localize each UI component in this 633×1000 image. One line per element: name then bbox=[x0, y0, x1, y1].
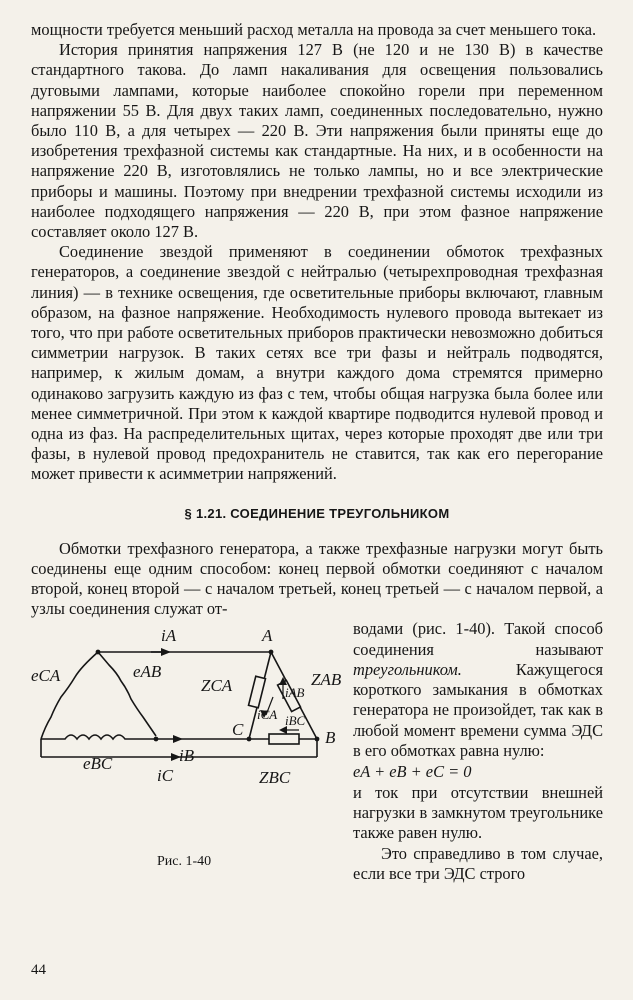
side-text-column bbox=[353, 619, 603, 883]
label-ib: iB bbox=[179, 746, 195, 766]
emf-sum-formula: eA + eB + eC = 0 bbox=[353, 761, 472, 781]
section-heading: § 1.21. СОЕДИНЕНИЕ ТРЕУГОЛЬНИКОМ bbox=[184, 505, 450, 521]
arrowhead-ib bbox=[173, 735, 183, 743]
arrowhead-ia bbox=[161, 648, 171, 656]
node-gen-b bbox=[154, 737, 159, 742]
node-gen-a bbox=[96, 650, 101, 655]
label-ia: iA bbox=[161, 626, 177, 646]
side-paragraph-1 bbox=[353, 619, 603, 760]
label-ebc: eBC bbox=[83, 754, 113, 774]
label-ica: iCA bbox=[257, 707, 278, 723]
label-zbc: ZBC bbox=[259, 768, 291, 788]
label-eab: eAB bbox=[133, 662, 162, 682]
label-ibc: iBC bbox=[285, 713, 306, 729]
zca-box bbox=[249, 677, 266, 709]
figure-caption: Рис. 1-40 bbox=[157, 854, 212, 870]
paragraph-delta-intro: Обмотки трехфазного генератора, а также трехфазные нагрузки могут быть соединены еще одним способом: конец первой обмотки соединяют с началом второй, конец второй — с началом третьей, конец третьей — с началом первой, а узлы соединения служат от- bbox=[31, 538, 603, 619]
label-eca: eCA bbox=[31, 666, 61, 686]
delta-circuit-diagram bbox=[31, 619, 349, 881]
label-ic: iC bbox=[157, 766, 174, 786]
paragraph-star-connection: Соединение звездой применяют в соединении обмоток трехфазных генераторов, а соединение звездой с нейтралью (четырехпроводная трехфазная линия) — в технике освещения, где осветительные приборы включают, главным образом, на фазное напряжение. Необходимость нулевого провода вытекает из того, что при работе осветительных приборов практически невозможно добиться симметрии нагрузок. В таких сетях все три фазы и нейтраль подводятся, например, к жилым домам, а внутри каждого дома стремятся примерно одинаково загрузить каждую из фаз с тем, чтобы общая нагрузка была более или менее симметричной. При этом к каждой квартире подводится нулевой провод и одна из фаз. На распределительных щитах, через которые проходят две или три фазы, в нулевой провод предохранитель не ставится, так как его перегорание может привести к асимметрии напряжений. bbox=[31, 242, 603, 484]
label-iab: iAB bbox=[285, 685, 305, 701]
node-load-a bbox=[269, 650, 274, 655]
term-triangle: треугольником. bbox=[353, 659, 462, 679]
label-c: C bbox=[232, 720, 244, 740]
side-text-suffix: Кажущегося короткого замыкания в обмотках генератора не произойдет, так как в любой момент времени сумма ЭДС в его обмотках равна нулю: bbox=[353, 659, 603, 760]
page-content bbox=[31, 20, 603, 881]
node-b bbox=[315, 737, 320, 742]
paragraph-history: История принятия напряжения 127 В (не 120 и не 130 В) в качестве стандартного такова. До ламп накаливания для освещения пользовались дуговыми лампами, которые наиболее спокойно горели при переменном напряжении 55 В. Для двух таких ламп, соединенных последовательно, нужно было 110 В, а для четырех — 220 В. Эти напряжения были приняты еще до изобретения трехфазной системы как стандартные. На них, и в особенности на напряжение 220 В, изготовлялись не только лампы, но и все электрические приборы и машины. Поэтому при внедрении трехфазной системы исходили из наиболее подходящего напряжения — 220 В, при этом фазное напряжение составляет около 127 В. bbox=[31, 40, 603, 242]
figure-row bbox=[31, 619, 603, 881]
label-zca: ZCA bbox=[201, 676, 233, 696]
paragraph-continuation: мощности требуется меньший расход металла на провода за счет меньшего тока. bbox=[31, 20, 597, 39]
page-number: 44 bbox=[31, 962, 46, 978]
figure-1-40 bbox=[31, 619, 349, 881]
node-c bbox=[247, 737, 252, 742]
label-zab: ZAB bbox=[311, 670, 342, 690]
side-paragraph-3: Это справедливо в том случае, если все три ЭДС строго bbox=[353, 843, 603, 883]
winding-ebc bbox=[41, 735, 156, 739]
label-b: B bbox=[325, 728, 336, 748]
side-paragraph-2: и ток при отсутствии внешней нагрузки в замкнутом треугольнике также равен нулю. bbox=[353, 782, 603, 843]
side-text-prefix: водами (рис. 1-40). Такой способ соединения называют bbox=[353, 619, 603, 659]
zbc-box bbox=[269, 734, 299, 744]
label-a: A bbox=[262, 626, 273, 646]
